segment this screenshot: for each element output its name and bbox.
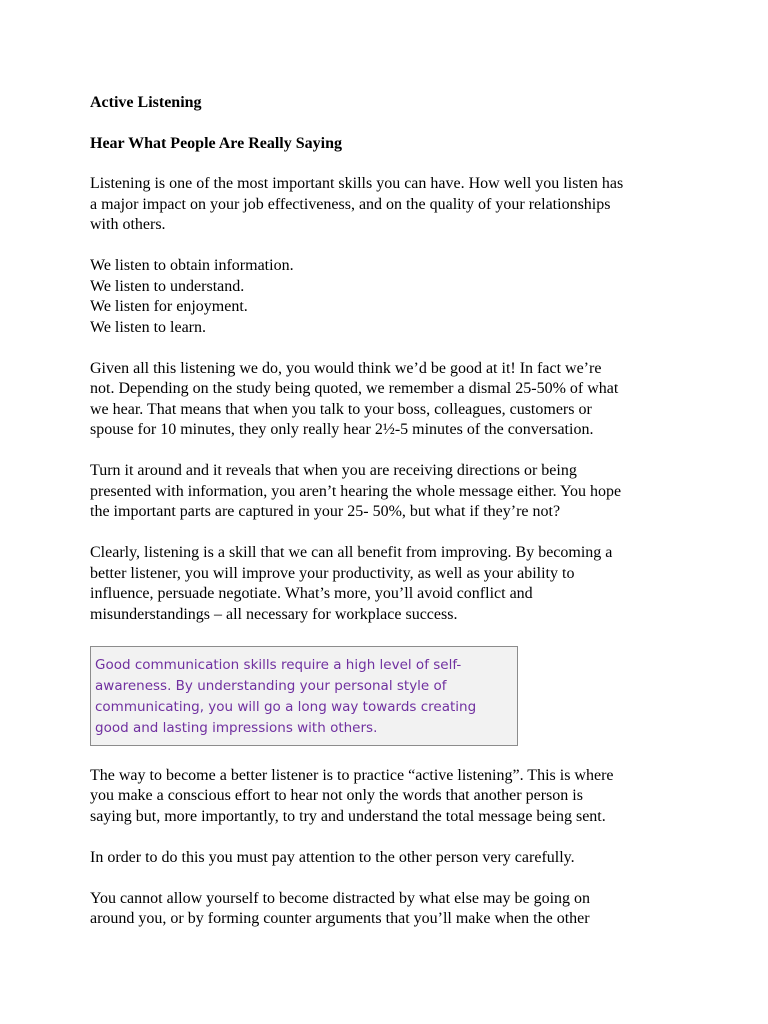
paragraph-line: Turn it around and it reveals that when you are receiving directions or being xyxy=(90,462,577,479)
document-page xyxy=(90,93,690,950)
paragraph-distraction xyxy=(90,889,690,930)
paragraph-line: misunderstandings – all necessary for workplace success. xyxy=(90,605,458,623)
document-title: Active Listening xyxy=(90,94,202,111)
paragraph-line: around you, or by forming counter arguments that you’ll make when the other xyxy=(90,910,590,927)
paragraph-line: Given all this listening we do, you would think we’d be good at it! In fact we’re xyxy=(90,359,602,377)
list-item: We listen to obtain information. xyxy=(90,257,294,274)
paragraph-line: spouse for 10 minutes, they only really hear 2½-5 minutes of the conversation. xyxy=(90,421,594,438)
paragraph-line: saying but, more importantly, to try and understand the total message being sent. xyxy=(90,807,606,825)
paragraph-line: influence, persuade negotiate. What’s more, you’ll avoid conflict and xyxy=(90,585,533,602)
paragraph-benefits xyxy=(90,543,690,625)
list-item: We listen to learn. xyxy=(90,318,207,336)
list-item: We listen for enjoyment. xyxy=(90,298,248,315)
list-item: We listen to understand. xyxy=(90,277,245,295)
paragraph-statistics xyxy=(90,359,690,441)
paragraph-line: a major impact on your job effectiveness, and on the quality of your relationships xyxy=(90,195,611,213)
paragraph-line: presented with information, you aren’t hearing the whole message either. You hope xyxy=(90,482,622,500)
paragraph-attention xyxy=(90,848,690,869)
paragraph-line: The way to become a better listener is to practice “active listening”. This is where xyxy=(90,766,614,784)
callout-line: Good communication skills require a high level of self- xyxy=(95,656,462,673)
paragraph-line: we hear. That means that when you talk to your boss, colleagues, customers or xyxy=(90,400,592,418)
paragraph-line: You cannot allow yourself to become distracted by what else may be going on xyxy=(90,889,591,907)
paragraph-turn-around xyxy=(90,461,690,523)
paragraph-line: Clearly, listening is a skill that we can all benefit from improving. By becoming a xyxy=(90,544,613,561)
paragraph-line: the important parts are captured in your 25- 50%, but what if they’re not? xyxy=(90,503,561,520)
callout-line: awareness. By understanding your personal style of xyxy=(95,677,447,694)
listening-purposes-list xyxy=(90,256,690,338)
document-subtitle: Hear What People Are Really Saying xyxy=(90,134,342,152)
callout-line: communicating, you will go a long way towards creating xyxy=(95,698,477,715)
callout-line: good and lasting impressions with others. xyxy=(95,719,378,736)
paragraph-intro xyxy=(90,174,690,236)
paragraph-line: you make a conscious effort to hear not only the words that another person is xyxy=(90,787,583,804)
paragraph-line: with others. xyxy=(90,216,166,233)
paragraph-line: In order to do this you must pay attention to the other person very carefully. xyxy=(90,848,575,866)
paragraph-line: Listening is one of the most important skills you can have. How well you listen has xyxy=(90,175,624,192)
callout-box xyxy=(90,646,518,746)
paragraph-active-listening xyxy=(90,766,690,828)
paragraph-line: not. Depending on the study being quoted, we remember a dismal 25-50% of what xyxy=(90,380,619,397)
paragraph-line: better listener, you will improve your productivity, as well as your ability to xyxy=(90,564,575,582)
